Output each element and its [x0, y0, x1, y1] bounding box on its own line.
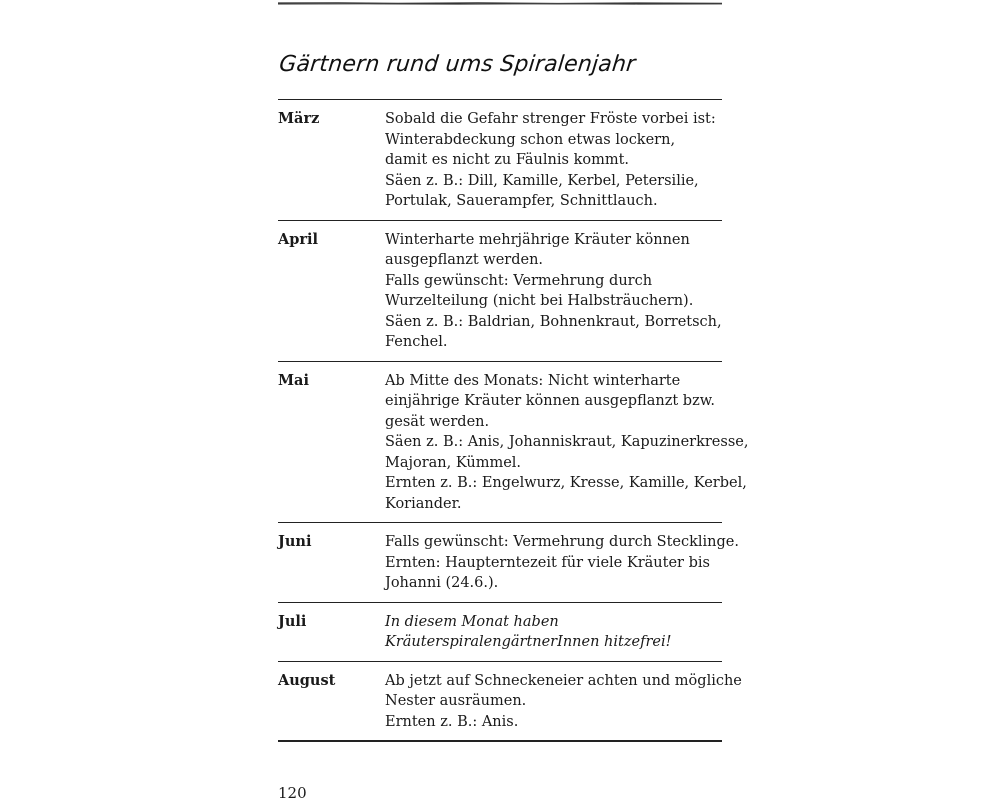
description-line: damit es nicht zu Fäulnis kommt. [385, 152, 630, 168]
description-line: Ab jetzt auf Schneckeneier achten und mögliche [385, 672, 742, 689]
month-description [385, 230, 722, 353]
top-decorative-rule [278, 2, 722, 5]
description-line: Ab Mitte des Monats: Nicht winterharte [385, 372, 681, 389]
description-line: Wurzelteilung (nicht bei Halbsträuchern). [385, 293, 694, 309]
description-line: Falls gewünscht: Vermehrung durch Stecklinge. [385, 534, 739, 550]
description-line: Säen z. B.: Baldrian, Bohnenkraut, Borretsch, [385, 313, 722, 330]
page-title: Gärtnern rund ums Spiralenjahr [278, 52, 637, 77]
month-label: Juli [278, 612, 307, 630]
month-label: April [278, 230, 319, 248]
month-description [385, 671, 742, 733]
table-row-mai [278, 362, 749, 524]
description-line: einjährige Kräuter können ausgepflanzt bzw. [385, 393, 716, 409]
description-line: Säen z. B.: Anis, Johanniskraut, Kapuzinerkresse, [385, 434, 749, 450]
description-line: Ernten z. B.: Engelwurz, Kresse, Kamille, Kerbel, [385, 475, 747, 491]
description-line: gesät werden. [385, 413, 490, 430]
description-line: Winterabdeckung schon etwas lockern, [385, 131, 676, 148]
description-line: KräuterspiralengärtnerInnen hitzefrei! [385, 634, 672, 650]
gardening-calendar-table [278, 99, 749, 742]
table-row-april [278, 221, 722, 362]
month-description [385, 612, 722, 653]
description-line: Johanni (24.6.). [385, 575, 499, 591]
table-row-maerz [278, 100, 722, 221]
page-number: 120 [278, 784, 307, 802]
description-line: Ernten: Haupterntezeit für viele Kräuter bis [385, 554, 710, 571]
table-row-august [278, 662, 742, 743]
month-description [385, 532, 739, 594]
description-line: Sobald die Gefahr strenger Fröste vorbei ist: [385, 111, 716, 127]
description-line: ausgepflanzt werden. [385, 252, 544, 268]
description-line: Säen z. B.: Dill, Kamille, Kerbel, Petersilie, [385, 172, 699, 189]
description-line: Nester ausräumen. [385, 693, 527, 709]
month-label: Mai [278, 371, 309, 389]
month-label: August [278, 671, 336, 689]
table-row-juli [278, 603, 722, 662]
table-row-juni [278, 523, 739, 603]
description-line: Winterharte mehrjährige Kräuter können [385, 231, 690, 248]
month-label: Juni [278, 533, 312, 550]
month-label: März [278, 110, 320, 127]
description-line: Falls gewünscht: Vermehrung durch [385, 272, 653, 289]
description-line: Majoran, Kümmel. [385, 454, 522, 471]
description-line: Fenchel. [385, 334, 448, 350]
description-line: Portulak, Sauerampfer, Schnittlauch. [385, 193, 658, 209]
description-line: Ernten z. B.: Anis. [385, 713, 519, 730]
description-line: In diesem Monat haben [385, 613, 559, 630]
month-description [385, 109, 722, 212]
description-line: Koriander. [385, 495, 462, 512]
month-description [385, 371, 748, 515]
